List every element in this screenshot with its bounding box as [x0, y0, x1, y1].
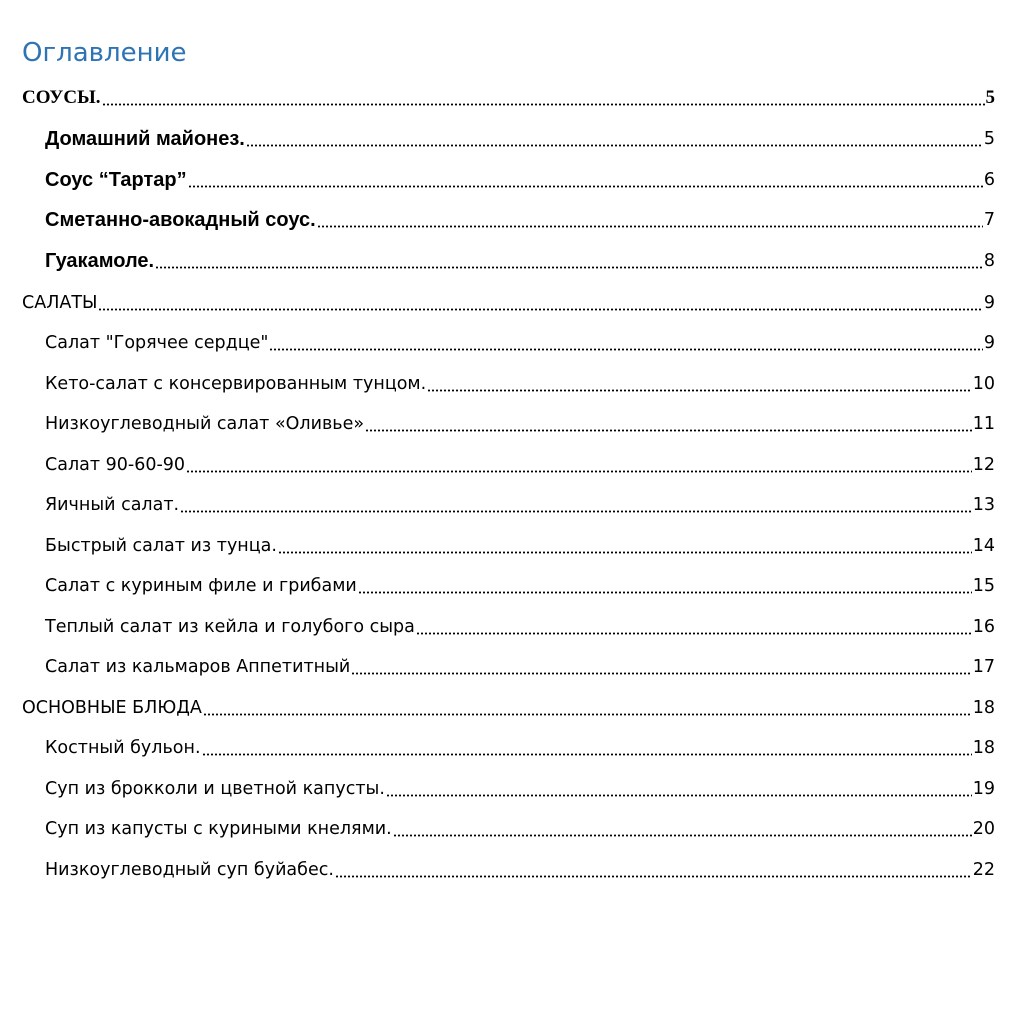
toc-entry-page: 18	[972, 738, 995, 758]
dot-leader	[186, 455, 972, 473]
toc-entry-page: 15	[972, 576, 995, 596]
toc-entry-page: 6	[983, 170, 995, 190]
toc-entry-olivier-salad[interactable]	[45, 405, 995, 435]
toc-entry-text: Костный бульон.	[45, 738, 201, 758]
toc-entry-page: 7	[983, 210, 995, 230]
toc-entry-text: Гуакамоле.	[45, 250, 155, 272]
dot-leader	[155, 251, 983, 269]
dot-leader	[365, 414, 972, 432]
dot-leader	[98, 293, 982, 311]
toc-entry-chicken-mushroom-salad[interactable]	[45, 567, 995, 597]
toc-entry-text: Быстрый салат из тунца.	[45, 536, 277, 556]
toc-entry-page: 9	[983, 333, 995, 353]
toc-entry-text: ОСНОВНЫЕ БЛЮДА	[22, 698, 202, 718]
dot-leader	[393, 819, 972, 837]
toc-entry-bouillabaisse[interactable]	[45, 851, 995, 881]
toc-entry-page: 11	[972, 414, 995, 434]
toc-entry-text: Суп из капусты с куриными кнелями.	[45, 819, 392, 839]
toc-entry-page: 13	[972, 495, 995, 515]
toc-entry-text: Салат с куриным филе и грибами	[45, 576, 357, 596]
toc-entry-page: 16	[972, 617, 995, 637]
toc-entry-tartar[interactable]	[45, 161, 995, 191]
toc-entry-salads[interactable]	[22, 284, 995, 314]
toc-entry-keto-tuna-salad[interactable]	[45, 365, 995, 395]
toc-entry-quick-tuna-salad[interactable]	[45, 527, 995, 557]
toc-entry-page: 12	[972, 455, 995, 475]
dot-leader	[202, 738, 972, 756]
toc-entry-text: Суп из брокколи и цветной капусты.	[45, 779, 385, 799]
toc-entry-90-60-90-salad[interactable]	[45, 446, 995, 476]
toc-entry-avocado-sauce[interactable]	[45, 201, 995, 231]
toc-entry-text: Салат "Горячее сердце"	[45, 333, 269, 353]
toc-entry-page: 10	[972, 374, 995, 394]
toc-entry-text: САЛАТЫ	[22, 293, 98, 313]
toc-entry-text: Низкоуглеводный суп буйабес.	[45, 860, 334, 880]
dot-leader	[335, 860, 972, 878]
toc-entry-page: 14	[972, 536, 995, 556]
toc-entry-page: 18	[972, 698, 995, 718]
dot-leader	[188, 170, 983, 188]
toc-entry-page: 17	[972, 657, 995, 677]
toc-entry-kale-blue-cheese-salad[interactable]	[45, 608, 995, 638]
toc-entry-guacamole[interactable]	[45, 242, 995, 272]
toc-title: Оглавление	[22, 38, 187, 68]
toc-entry-page: 5	[985, 87, 995, 108]
toc-entry-text: Яичный салат.	[45, 495, 180, 515]
dot-leader	[386, 779, 972, 797]
dot-leader	[427, 374, 972, 392]
toc-entry-cabbage-soup[interactable]	[45, 810, 995, 840]
toc-entry-text: Сметанно-авокадный соус.	[45, 209, 316, 231]
dot-leader	[317, 210, 983, 228]
toc-entry-text: Кето-салат с консервированным тунцом.	[45, 374, 427, 394]
dot-leader	[203, 698, 972, 716]
toc-entry-broccoli-soup[interactable]	[45, 770, 995, 800]
toc-entry-text: Теплый салат из кейла и голубого сыра	[45, 617, 415, 637]
toc-entry-text: Соус “Тартар”	[45, 169, 187, 191]
dot-leader	[351, 657, 971, 675]
toc-entry-hot-heart-salad[interactable]	[45, 324, 995, 354]
toc-entry-page: 5	[983, 129, 995, 149]
dot-leader	[246, 129, 983, 147]
toc-entry-text: Салат 90-60-90	[45, 455, 186, 475]
toc-entry-sauces[interactable]	[22, 79, 995, 109]
toc-entry-page: 20	[972, 819, 995, 839]
toc-entry-bone-broth[interactable]	[45, 729, 995, 759]
toc-entry-page: 9	[983, 293, 995, 313]
toc-entry-page: 22	[972, 860, 995, 880]
toc-entry-text: Низкоуглеводный салат «Оливье»	[45, 414, 365, 434]
toc-entry-squid-salad[interactable]	[45, 648, 995, 678]
dot-leader	[269, 333, 982, 351]
toc-entry-main-dishes[interactable]	[22, 689, 995, 719]
dot-leader	[180, 495, 972, 513]
toc-entry-text: Домашний майонез.	[45, 128, 245, 150]
dot-leader	[416, 617, 972, 635]
toc-entry-text: СОУСЫ.	[22, 87, 101, 108]
toc-entry-page: 8	[983, 251, 995, 271]
dot-leader	[358, 576, 972, 594]
toc-entry-egg-salad[interactable]	[45, 486, 995, 516]
toc-entry-text: Салат из кальмаров Аппетитный	[45, 657, 351, 677]
dot-leader	[278, 536, 972, 554]
toc-entry-mayonnaise[interactable]	[45, 120, 995, 150]
toc-entry-page: 19	[972, 779, 995, 799]
dot-leader	[102, 88, 985, 106]
